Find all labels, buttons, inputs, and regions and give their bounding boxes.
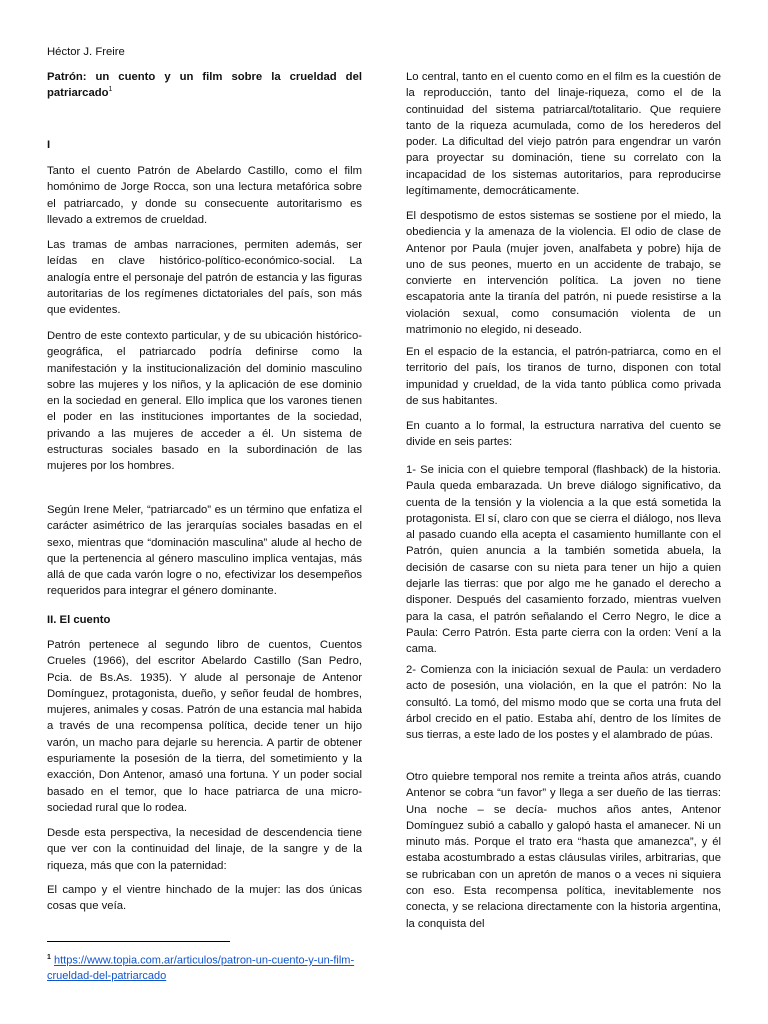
footnote-marker[interactable]: 1	[108, 86, 113, 94]
right-paragraph-4: En cuanto a lo formal, la estructura narrativa del cuento se divide en seis partes:	[406, 420, 721, 449]
footnote-number: 1	[47, 954, 51, 961]
footnote-divider	[47, 941, 230, 942]
article-title	[47, 69, 362, 102]
right-paragraph-1: Lo central, tanto en el cuento como en el film es la cuestión de la reproducción, tanto del linaje-riqueza, como el de la continuidad del sistema patriarcal/totalitario. Que requiere tanto de la riqueza acumulada, como de los herederos del poder. La dificultad del viejo patrón para engendrar un varón para proyectar su dominación, tiene su correlato con la incapacidad de los sistemas autoritarios, para reproducirse legítimamente, democráticamente.	[406, 71, 721, 198]
right-paragraph-3: En el espacio de la estancia, el patrón-patriarca, como en el territorio del país, los tiranos de turno, disponen con total impunidad y crueldad, de la vida tanto pública como privada de sus habitantes.	[406, 346, 721, 407]
right-paragraph-2: El despotismo de estos sistemas se sostiene por el miedo, la obediencia y la amenaza de la violencia. El odio de clase de Antenor por Paula (mujer joven, analfabeta y pobre) hija de uno de sus peones, muerto en un accidente de trabajo, se convierte en intervención política. La joven no tiene escapatoria ante la tiranía del patrón, ni puede resistirse a la violación sexual, como consumación violenta de un matrimonio no elegido, ni deseado.	[406, 210, 721, 337]
article-title-text: Patrón: un cuento y un film sobre la crueldad del patriarcado	[47, 71, 362, 100]
left-paragraph-4: Según Irene Meler, “patriarcado” es un término que enfatiza el carácter asimétrico de las jerarquías sociales basadas en el sexo, mientras que “dominación masculina” alude al hecho de que la pertenencia al género masculino implica ventajas, más allá de que cada varón logre o no, efectivizar los desempeños requeridos para integrar el género dominante.	[47, 504, 362, 598]
left-paragraph-2: Las tramas de ambas narraciones, permiten además, ser leídas en clave histórico-político-económico-social. La analogía entre el personaje del patrón de estancia y las figuras autoritarias de los regímenes dictatoriales del país, son más que evidentes.	[47, 239, 362, 317]
right-paragraph-5: 1- Se inicia con el quiebre temporal (flashback) de la historia. Paula queda embarazada. Un breve diálogo significativo, da cuenta de la tensión y la violencia a la que está sometida la protagonista. El sí, claro con que se cierra el diálogo, nos lleva al pasado cuando ella acepta el casamiento humillante con el Patrón, quien anuncia a la también sometida abuela, la decisión de casarse con su nieta para tener un hijo a quien dejarle las tierras: que por algo me he ganado el derecho a disponer. Después del casamiento forzado, mientras vuelven para la casa, el patrón señalando el Cerro Negro, le dice a Paula: Cerro Patrón. Esta parte cierra con la orden: Vení a la cama.	[406, 464, 721, 656]
left-paragraph-5: Patrón pertenece al segundo libro de cuentos, Cuentos Crueles (1966), del escritor Abelardo Castillo (San Pedro, Pcia. de Bs.As. 1935). Y alude al personaje de Antenor Domínguez, protagonista, dueño, y señor feudal de hombres, mujeres, animales y cosas. Patrón de una estancia mal habida a través de una recompensa política, decide tener un hijo varón, un macho para dejarle su herencia. A partir de obtener espuriamente la posesión de la tierra, del sometimiento y la exacción, Don Antenor, amasó una fortuna. Y un poder social basado en el temor, que lo hace patriarca de una micro-sociedad rural que lo rodea.	[47, 639, 362, 814]
right-paragraph-6: 2- Comienza con la iniciación sexual de Paula: un verdadero acto de posesión, una violación, en la que el patrón: No la consultó. La tomó, del mismo modo que se corta una fruta del árbol crecido en el patio. Estaba ahí, dentro de los límites de sus tierras, a este lado de los postes y el alambrado de púas.	[406, 664, 721, 742]
footnote-link[interactable]: https://www.topia.com.ar/articulos/patron-un-cuento-y-un-film-crueldad-del-patriarcado	[47, 954, 355, 983]
section-heading-1: I	[47, 139, 51, 151]
footnote	[47, 950, 362, 985]
left-paragraph-1: Tanto el cuento Patrón de Abelardo Castillo, como el film homónimo de Jorge Rocca, son una lectura metafórica sobre el patriarcado, y donde su consecuente autoritarismo es llevado a extremos de crueldad.	[47, 165, 362, 226]
section-heading-2: II. El cuento	[47, 614, 111, 626]
left-paragraph-3: Dentro de este contexto particular, y de su ubicación histórico-geográfica, el patriarcado podría definirse como la manifestación y la institucionalización del dominio masculino sobre las mujeres y los niños, y la aplicación de ese dominio en la sociedad en general. Ello implica que los varones tienen el poder en las instituciones importantes de la sociedad, privando a las mujeres de acceder a él. Un sistema de estructuras sociales basado en la subordinación de las mujeres por los hombres.	[47, 330, 362, 473]
author-name: Héctor J. Freire	[47, 46, 125, 58]
left-paragraph-7: El campo y el vientre hinchado de la mujer: las dos únicas cosas que veía.	[47, 884, 362, 913]
left-paragraph-6: Desde esta perspectiva, la necesidad de descendencia tiene que ver con la continuidad del linaje, de la sangre y de la riqueza, más que con la paternidad:	[47, 827, 362, 872]
right-paragraph-7: Otro quiebre temporal nos remite a treinta años atrás, cuando Antenor se cobra “un favor” y llega a ser dueño de las tierras: Una noche – se decía- muchos años antes, Antenor Domínguez subió a caballo y galopó hasta el amanecer. Ni un minuto más. Porque el trato era “hasta que amanezca”, y él estaba acostumbrado a estas cláusulas viriles, arbitrarias, que se rubricaban con un apretón de manos o a veces ni siquiera con eso. Esta recompensa política, inevitablemente nos conecta, y se relaciona directamente con la historia argentina, la conquista del	[406, 771, 721, 930]
